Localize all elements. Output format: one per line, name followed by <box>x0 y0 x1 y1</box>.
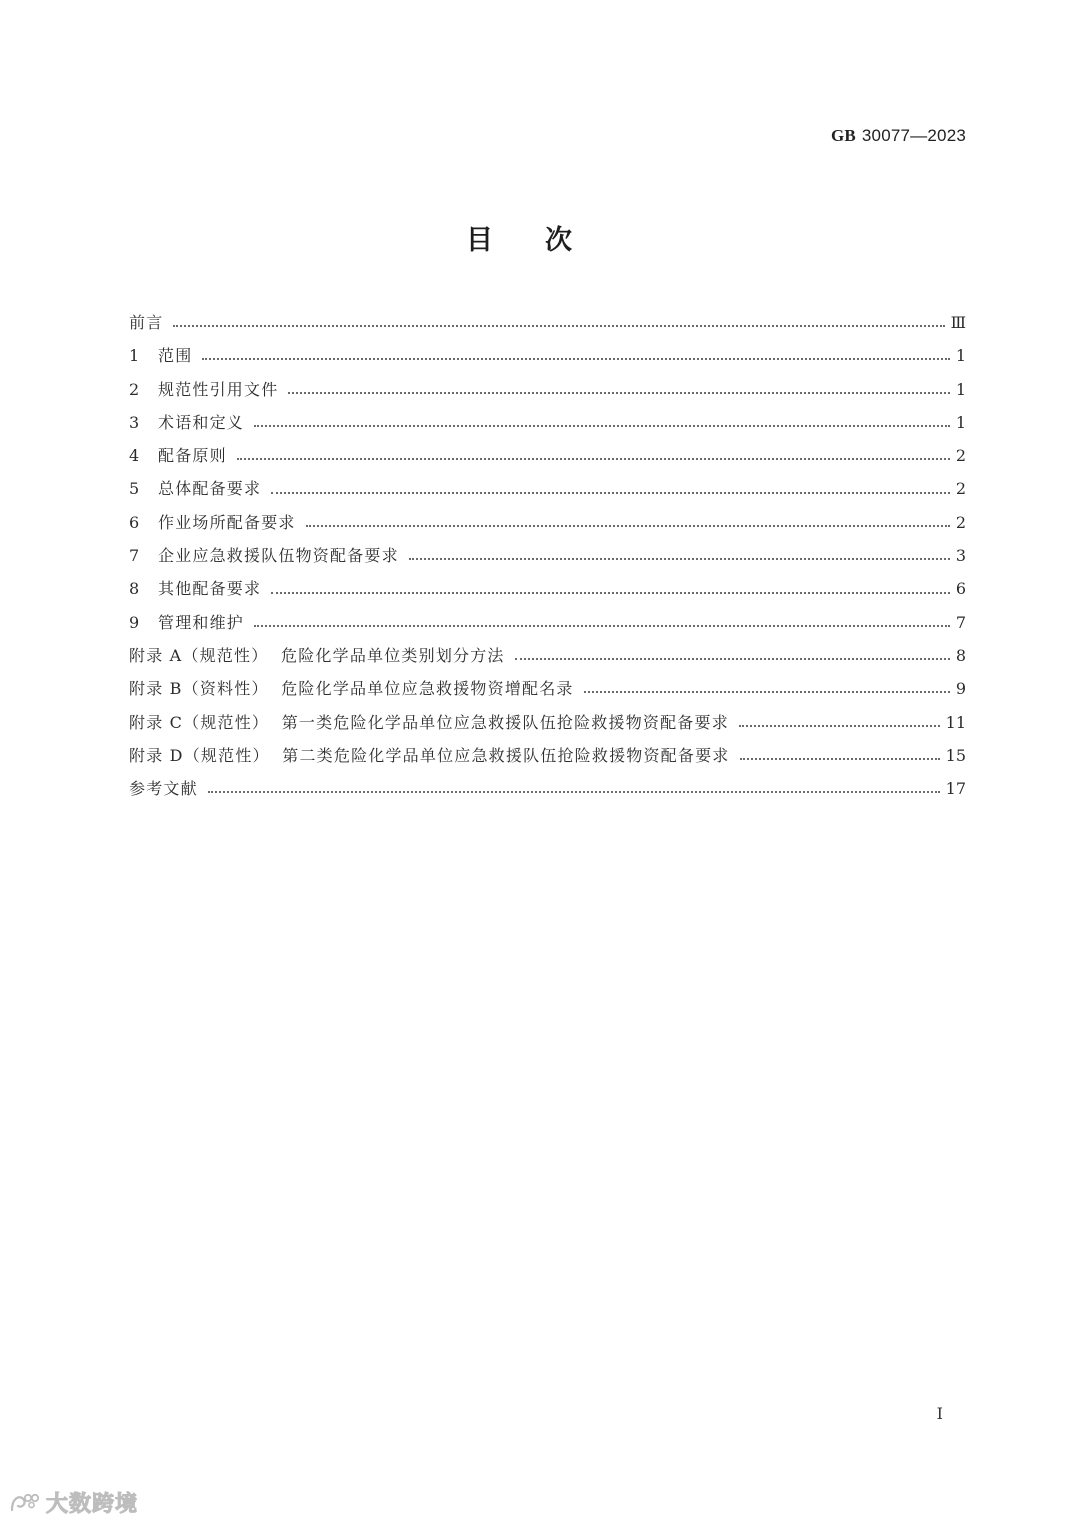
toc-dot-leader <box>271 491 950 494</box>
toc-entry-number: 5 <box>129 479 141 499</box>
toc-entry-label <box>129 339 192 372</box>
toc-dot-leader <box>254 624 950 627</box>
toc-entry-label <box>129 439 227 472</box>
toc-entry-page: 6 <box>955 579 966 599</box>
toc-dot-leader <box>584 690 950 693</box>
toc-entry-label: 前言 <box>129 313 164 332</box>
toc-entry-text: 规范性引用文件 <box>158 379 279 399</box>
toc-entry-page: 15 <box>945 745 966 765</box>
toc-entry-appendix-c[interactable] <box>129 706 966 739</box>
toc-entry-page: 1 <box>955 412 966 432</box>
toc-entry-label <box>129 506 296 539</box>
toc-dot-leader <box>237 457 950 460</box>
toc-dot-leader <box>515 657 950 660</box>
toc-entry-9[interactable] <box>129 606 966 639</box>
toc-entry-label: 附录 C（规范性） 第一类危险化学品单位应急救援队伍抢险救援物资配备要求 <box>129 712 729 732</box>
toc-entry-text: 作业场所配备要求 <box>158 512 296 532</box>
toc-entry-foreword[interactable] <box>129 306 966 339</box>
toc-entry-text: 范围 <box>158 346 193 366</box>
toc-entry-text: 企业应急救援队伍物资配备要求 <box>158 546 399 566</box>
watermark-text: 大数跨境 <box>46 1492 139 1517</box>
toc-entry-number: 9 <box>129 612 141 632</box>
toc-entry-label <box>129 373 278 406</box>
toc-dot-leader <box>306 524 950 527</box>
toc-dot-leader <box>739 724 940 727</box>
toc-entry-appendix-b[interactable] <box>129 672 966 705</box>
toc-entry-number: 6 <box>129 512 141 532</box>
toc-dot-leader <box>202 357 949 360</box>
toc-entry-page: 1 <box>955 379 966 399</box>
toc-entry-label: 参考文献 <box>129 779 198 799</box>
toc-entry-number: 1 <box>129 346 141 366</box>
toc-entry-6[interactable] <box>129 506 966 539</box>
toc-entry-label <box>129 606 244 639</box>
standard-number: 30077—2023 <box>861 126 966 145</box>
toc-entry-appendix-d[interactable] <box>129 739 966 772</box>
toc-entry-label: 附录 A（规范性） 危险化学品单位类别划分方法 <box>129 645 505 665</box>
toc-entry-page: 17 <box>945 779 966 799</box>
toc-entry-page: Ⅲ <box>950 313 966 332</box>
toc-entry-label <box>129 572 261 605</box>
toc-entry-appendix-a[interactable] <box>129 639 966 672</box>
toc-dot-leader <box>409 557 950 560</box>
toc-entry-page: 9 <box>955 679 966 699</box>
toc-dot-leader <box>254 424 950 427</box>
toc-entry-label: 附录 B（资料性） 危险化学品单位应急救援物资增配名录 <box>129 679 574 699</box>
toc-entry-5[interactable] <box>129 472 966 505</box>
toc-entry-text: 配备原则 <box>158 446 227 466</box>
toc-entry-1[interactable] <box>129 339 966 372</box>
page-title: 目次 <box>466 225 624 256</box>
brand-logo-icon <box>8 1490 42 1516</box>
toc-entry-label <box>129 472 261 505</box>
watermark <box>8 1487 138 1518</box>
toc-entry-page: 11 <box>945 712 966 732</box>
toc-entry-number: 7 <box>129 546 141 566</box>
toc-dot-leader <box>173 324 944 327</box>
toc-entry-page: 7 <box>955 612 966 632</box>
toc-entry-text: 术语和定义 <box>158 412 245 432</box>
toc-entry-number: 2 <box>129 379 141 399</box>
toc-entry-8[interactable] <box>129 572 966 605</box>
toc-entry-3[interactable] <box>129 406 966 439</box>
toc-entry-text: 管理和维护 <box>158 612 245 632</box>
toc-entry-text: 总体配备要求 <box>158 479 262 499</box>
toc-entry-label: 附录 D（规范性） 第二类危险化学品单位应急救援队伍抢险救援物资配备要求 <box>129 745 730 765</box>
toc-entry-number: 3 <box>129 412 141 432</box>
toc-dot-leader <box>740 757 940 760</box>
page-number: I <box>936 1404 943 1423</box>
toc-entry-2[interactable] <box>129 373 966 406</box>
toc-entry-page: 3 <box>955 546 966 566</box>
standard-code <box>831 126 966 146</box>
standard-prefix: GB <box>830 126 856 145</box>
toc-entry-text: 其他配备要求 <box>158 579 262 599</box>
table-of-contents <box>129 306 966 805</box>
toc-entry-page: 1 <box>955 346 966 366</box>
toc-entry-number: 8 <box>129 579 141 599</box>
toc-entry-label <box>129 406 244 439</box>
toc-entry-number: 4 <box>129 446 141 466</box>
toc-dot-leader <box>288 391 949 394</box>
toc-entry-page: 8 <box>955 645 966 665</box>
toc-entry-7[interactable] <box>129 539 966 572</box>
toc-entry-page: 2 <box>955 479 966 499</box>
toc-entry-label <box>129 539 399 572</box>
toc-dot-leader <box>271 591 950 594</box>
toc-entry-page: 2 <box>955 446 966 466</box>
toc-entry-bibliography[interactable] <box>129 772 966 805</box>
toc-entry-4[interactable] <box>129 439 966 472</box>
toc-dot-leader <box>208 790 940 793</box>
toc-entry-page: 2 <box>955 512 966 532</box>
